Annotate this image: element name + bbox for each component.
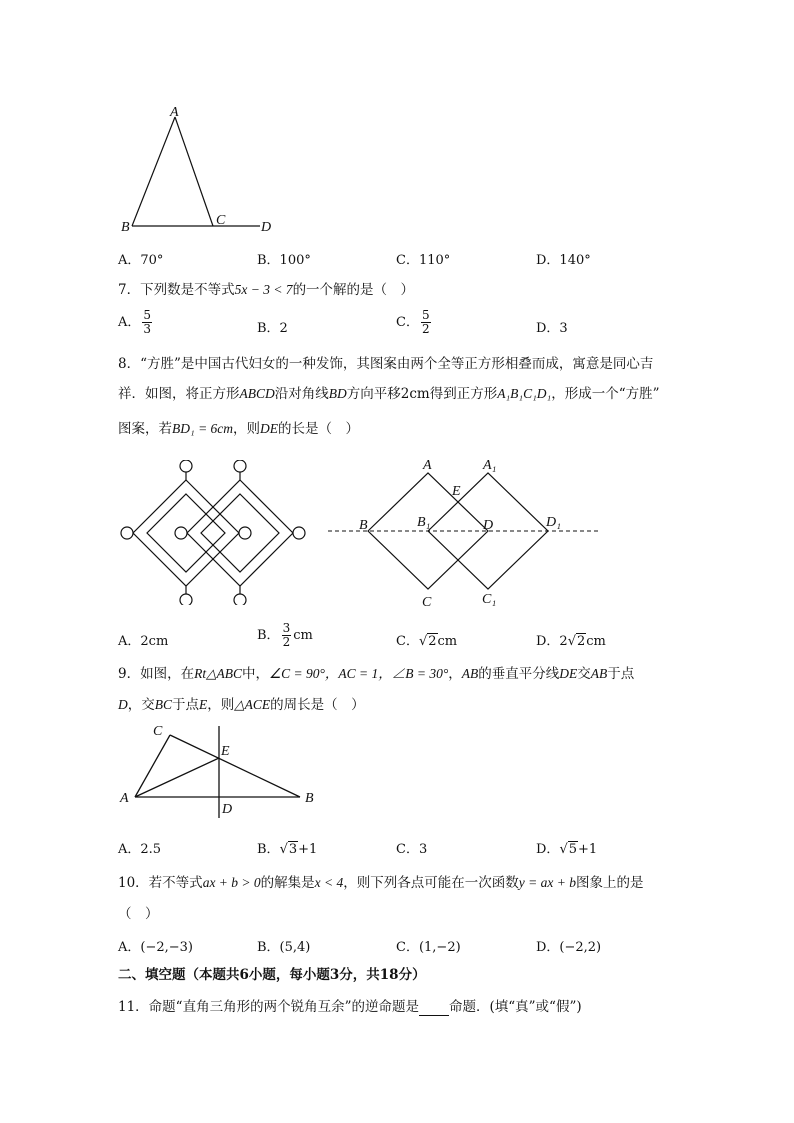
q9-label-c: C	[153, 724, 163, 739]
q7-option-c: C． $\frac{5}{2}$	[396, 308, 430, 336]
q8-line-1: 8．“方胜”是中国古代妇女的一种发饰，其图案由两个全等正方形相叠而成，寓意是同心吉	[118, 356, 654, 372]
q6-option-a: A．70°	[118, 253, 164, 268]
q8-label-b: B	[359, 518, 368, 533]
q8-label-d: D	[483, 518, 494, 533]
q8-option-a: A．2cm	[118, 634, 169, 649]
q10-option-a: A．(−2,−3)	[118, 940, 193, 955]
q6-option-d: D．140°	[536, 253, 591, 268]
q8-label-e: E	[452, 484, 461, 499]
q9-label-b: B	[305, 791, 314, 806]
q8-line-2: 祥．如图，将正方形ABCD沿对角线BD方向平移2cm得到正方形A₁B₁C₁D₁，形成一个“方胜”	[118, 386, 660, 402]
q6-label-c: C	[216, 213, 226, 228]
q7-stem: 7．下列数是不等式5x − 3 < 7的一个解的是（ ）	[118, 282, 415, 298]
q8-line-3: 图案，若BD₁ = 6cm，则DE的长是（ ）	[118, 421, 360, 437]
q7-option-a: A． $\frac{5}{3}$	[118, 308, 152, 336]
q10-line-2: （ ）	[118, 906, 159, 922]
q6-label-a: A	[170, 105, 179, 120]
q9-label-a: A	[120, 791, 129, 806]
q7-inequality: 5x − 3 < 7	[234, 282, 293, 297]
q8-option-d: D．2√2cm	[536, 634, 606, 649]
q8-label-d1: D₁	[546, 515, 561, 530]
q6-triangle-figure	[110, 100, 300, 235]
q6-label-d: D	[261, 220, 272, 235]
q8-label-c1: C₁	[482, 592, 497, 607]
q6-option-b: B．100°	[257, 253, 311, 268]
q9-line-2: D，交BC于点E，则△ACE的周长是（ ）	[118, 697, 365, 713]
q8-option-b: B． $\frac{3}{2}$ cm	[257, 621, 313, 649]
q11-stem: 11．命题“直角三角形的两个锐角互余”的逆命题是 命题．(填“真”或“假”)	[118, 999, 582, 1015]
q8-label-a1: A₁	[483, 458, 497, 473]
q8-label-b1: B₁	[417, 515, 431, 530]
q8-squares-figure	[325, 455, 605, 615]
q8-label-a: A	[423, 458, 432, 473]
q9-option-c: C．3	[396, 842, 428, 857]
q7-option-d: D．3	[536, 321, 568, 336]
section-2-heading: 二、填空题（本题共6小题，每小题3分，共18分）	[118, 967, 426, 983]
q6-option-c: C．110°	[396, 253, 451, 268]
q9-option-b: B．√3+1	[257, 842, 318, 857]
q10-option-b: B．(5,4)	[257, 940, 311, 955]
q9-option-d: D．√5+1	[536, 842, 598, 857]
q6-label-b: B	[121, 220, 130, 235]
q10-option-d: D．(−2,2)	[536, 940, 602, 955]
q8-option-c: C．√2cm	[396, 634, 458, 649]
q8-fangsheng-ornament	[115, 460, 315, 605]
q9-option-a: A．2.5	[118, 842, 162, 857]
q10-option-c: C．(1,−2)	[396, 940, 461, 955]
q7-option-b: B．2	[257, 321, 288, 336]
q8-label-c: C	[422, 595, 432, 610]
q11-answer-blank[interactable]	[419, 1003, 449, 1016]
q10-line-1: 10．若不等式ax + b > 0的解集是x < 4，则下列各点可能在一次函数y = ax + b图象上的是	[118, 875, 644, 891]
q9-label-d: D	[222, 802, 233, 817]
q9-triangle-figure	[115, 718, 330, 823]
q9-line-1: 9．如图，在Rt△ABC中，∠C = 90°，AC = 1，∠B = 30°，AB的垂直平分线DE交AB于点	[118, 666, 635, 682]
q9-label-e: E	[221, 744, 230, 759]
